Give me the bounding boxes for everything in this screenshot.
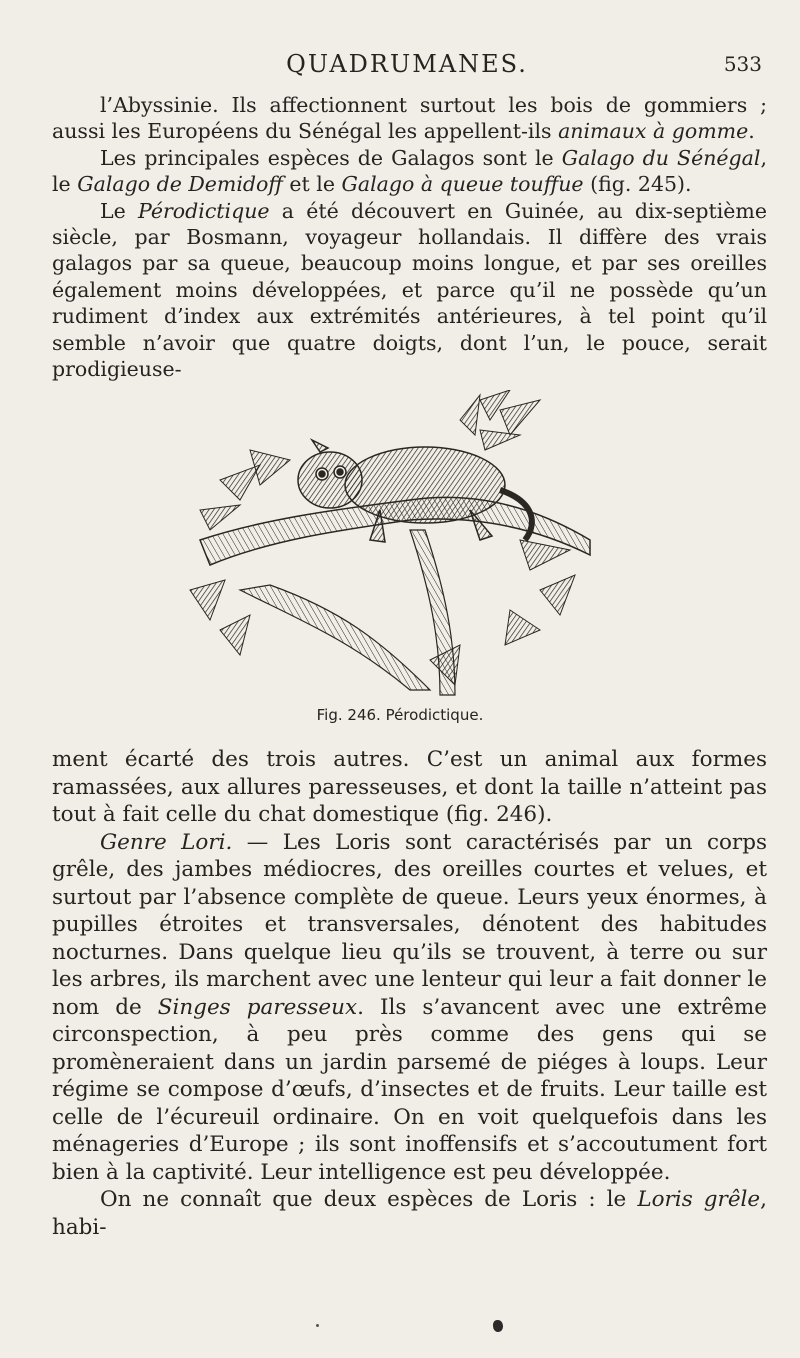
paragraph: [52, 829, 767, 1187]
print-speck: [316, 1324, 319, 1327]
perodictique-engraving: [180, 390, 600, 700]
running-title: QUADRUMANES.: [286, 50, 528, 78]
italic-text: Galago du Sénégal: [561, 145, 761, 170]
text-run: Le: [100, 198, 138, 223]
text-run: ment écarté des trois autres. C’est un animal aux formes ramassées, aux allures paresseuses, et dont la taille n’atteint pas tout à fait celle du chat domestique (fig. 246).: [52, 747, 767, 827]
italic-text: Singes paresseux: [157, 994, 358, 1020]
text-run: Les principales espèces de Galagos sont le: [100, 145, 562, 170]
italic-text: Loris grêle: [637, 1187, 761, 1212]
text-run: et le: [282, 172, 342, 197]
text-run: . Ils s’avancent avec une extrême circonspection, à peu près comme des gens qui se promèneraient dans un jardin parsemé de piéges à loups. Leur régime se compose d’œufs, d’insectes et de fruits. Leur taille est celle de l’écureuil ordinaire. On en voit quelquefois dans les ménageries d’Europe ; ils sont inoffensifs et s’accoutument fort bien à la captivité. Leur intelligence est peu développée.: [52, 994, 767, 1185]
text-run: — Les Loris sont caractérisés par un corps grêle, des jambes médiocres, des oreilles courtes et velues, et surtout par l’absence complète de queue. Leurs yeux énormes, à pupilles étroites et transversales, dénotent des habitudes nocturnes. Dans quelque lieu qu’ils se trouvent, à terre ou sur les arbres, ils marchent avec une lenteur qui leur a fait donner le nom de: [52, 829, 767, 1020]
paragraph: [52, 145, 767, 198]
paragraph: [52, 746, 767, 829]
body-text-bottom: [52, 746, 767, 1241]
text-run: , le: [52, 145, 767, 197]
paragraph: [52, 1186, 767, 1241]
figure-perodictique: [180, 390, 600, 700]
text-run: .: [748, 119, 755, 144]
text-run: l’Abyssinie. Ils affectionnent surtout les bois de gommiers ; aussi les Européens du Sénégal les appellent-ils: [52, 93, 767, 144]
text-run: On ne connaît que deux espèces de Loris : le: [100, 1187, 638, 1212]
text-run: , habi-: [52, 1187, 767, 1240]
text-run: a été découvert en Guinée, au dix-septième siècle, par Bosmann, voyageur hollandais. Il diffère des vrais galagos par sa queue, beaucoup moins longue, et par ses oreilles également moins développées, et parce qu’il ne possède qu’un rudiment d’index aux extrémités antérieures, à tel point qu’il semble n’avoir que quatre doigts, dont l’un, le pouce, serait prodigieuse-: [52, 198, 768, 382]
italic-text: Genre Lori.: [100, 829, 233, 855]
foliage-top: [460, 390, 540, 450]
figure-caption: Fig. 246. Pérodictique.: [316, 706, 484, 724]
page-number: 533: [723, 52, 762, 76]
text-run: (fig. 245).: [583, 172, 692, 197]
italic-text: Galago de Demidoff: [77, 172, 283, 197]
italic-text: Pérodictique: [138, 198, 270, 223]
italic-text: animaux à gomme: [558, 119, 749, 144]
ink-blot: [493, 1320, 503, 1332]
italic-text: Galago à queue touffue: [341, 172, 584, 197]
body-text-top: [52, 92, 767, 382]
paragraph: [52, 92, 767, 145]
running-head: [52, 50, 762, 82]
paragraph: [52, 198, 767, 383]
